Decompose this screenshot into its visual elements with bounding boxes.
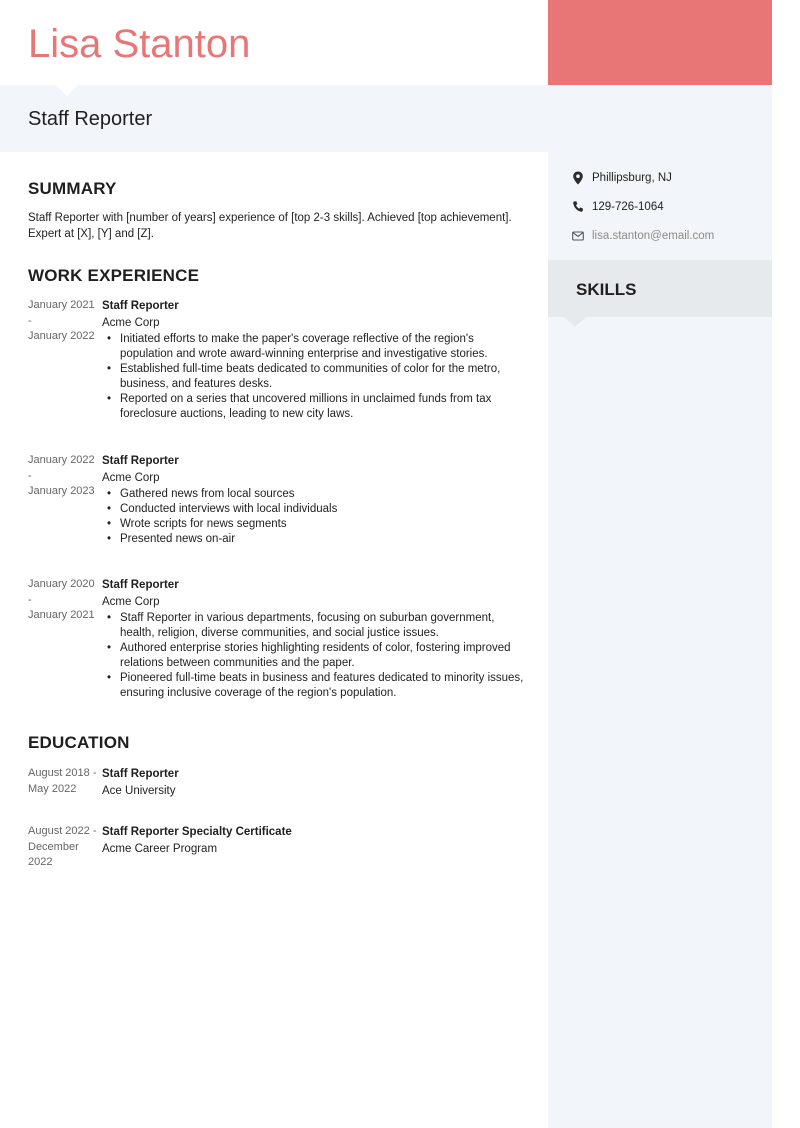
work-bullets [102,332,528,422]
work-dates [28,577,100,624]
work-bullet: • Wrote scripts for news segments [120,517,528,532]
title-band-notch [56,85,78,96]
work-bullet: • Reported on a series that uncovered millions in unclaimed funds from tax foreclosure auctions, leading to new city laws. [120,392,528,422]
work-start-date: January 2022 [28,454,95,466]
work-end-date: January 2021 [28,609,95,621]
summary-text: Staff Reporter with [number of years] experience of [top 2-3 skills]. Achieved [top achievement]. Expert at [X], [Y] and [Z]. [28,212,512,240]
work-dates [28,453,100,500]
work-date-separator: - [28,593,32,606]
map-pin-icon [572,171,584,185]
work-details [102,577,528,701]
work-role: Staff Reporter [102,300,179,312]
education-school: Ace University [102,785,176,797]
work-details [102,298,528,422]
education-details [102,824,522,858]
contact-location [572,169,762,189]
work-details [102,453,528,547]
work-end-date: January 2023 [28,485,95,497]
education-end-date: December 2022 [28,840,79,868]
education-school: Acme Career Program [102,843,218,855]
envelope-icon [572,229,584,243]
work-bullet: • Pioneered full-time beats in business and features dedicated to minority issues, ensuring inclusive coverage of the region's population. [120,671,528,701]
work-bullet: • Initiated efforts to make the paper's coverage reflective of the region's population and wrote award-winning enterprise and investigative stories. [120,332,528,362]
work-start-date: January 2020 [28,578,95,590]
work-bullet: • Authored enterprise stories highlighting residents of color, fostering improved relations between communities and the paper. [120,641,528,671]
work-bullets [102,611,528,701]
work-bullet: • Established full-time beats dedicated to communities of color for the metro, business, and features desks. [120,362,528,392]
work-date-separator: - [28,469,32,482]
education-degree: Staff Reporter Specialty Certificate [102,826,292,838]
education-dates [28,766,106,797]
summary-heading: SUMMARY [28,179,117,198]
phone-text: 129-726-1064 [592,201,664,213]
work-experience-heading: WORK EXPERIENCE [28,266,200,285]
skills-heading: SKILLS [576,280,637,299]
work-date-separator: - [28,314,32,327]
accent-block [548,0,772,85]
education-dates [28,824,106,871]
work-company: Acme Corp [102,596,160,608]
skills-band-notch [564,317,586,327]
work-role: Staff Reporter [102,455,179,467]
work-bullet: • Gathered news from local sources [120,487,528,502]
phone-icon [572,200,584,214]
job-title: Staff Reporter [28,108,153,130]
education-end-date: May 2022 [28,782,77,795]
education-start-date: August 2022 - [28,825,97,837]
location-text: Phillipsburg, NJ [592,172,672,184]
education-degree: Staff Reporter [102,768,179,780]
work-bullet: • Conducted interviews with local individuals [120,502,528,517]
work-role: Staff Reporter [102,579,179,591]
work-end-date: January 2022 [28,330,95,342]
education-start-date: August 2018 - [28,767,97,779]
email-link[interactable]: lisa.stanton@email.com [592,230,715,242]
contact-email[interactable] [572,227,762,247]
work-company: Acme Corp [102,317,160,329]
work-dates [28,298,100,345]
work-bullet: • Presented news on-air [120,532,528,547]
work-bullets [102,487,528,547]
candidate-name: Lisa Stanton [28,22,251,66]
education-details [102,766,522,800]
education-heading: EDUCATION [28,733,130,752]
work-start-date: January 2021 [28,299,95,311]
work-company: Acme Corp [102,472,160,484]
work-bullet: • Staff Reporter in various departments, focusing on suburban government, health, religion, diverse communities, and social justice issues. [120,611,528,641]
contact-phone [572,198,762,218]
